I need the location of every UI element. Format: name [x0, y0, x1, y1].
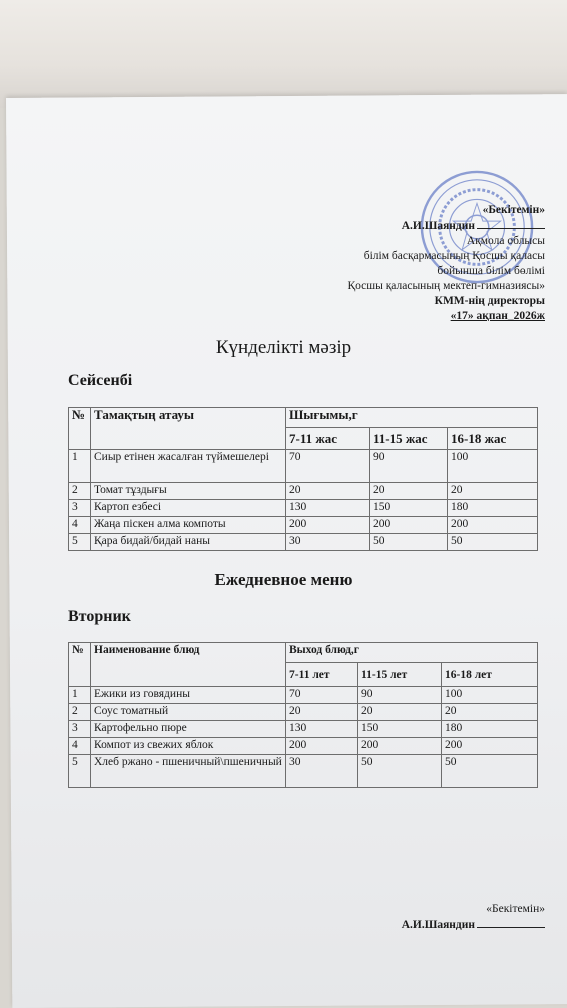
header-age-1: 7-11 жас: [286, 428, 370, 450]
row-value: 70: [286, 687, 358, 704]
row-num: 4: [69, 517, 91, 534]
row-num: 1: [69, 450, 91, 483]
row-value: 200: [448, 517, 538, 534]
row-value: 200: [286, 738, 358, 755]
signer-line: [402, 917, 545, 933]
row-value: 20: [358, 704, 442, 721]
row-dish: Қара бидай/бидай наны: [91, 534, 286, 551]
row-value: 90: [370, 450, 448, 483]
header-age-2: 11-15 лет: [358, 663, 442, 687]
header-num: №: [69, 643, 91, 687]
signer-line: [347, 218, 545, 234]
table-row: [69, 517, 538, 534]
table-row: [69, 483, 538, 500]
table-row: [69, 704, 538, 721]
signer-name: А.И.Шаяндин: [401, 220, 475, 232]
approval-date: «17» ақпан_2026ж: [450, 310, 545, 322]
row-dish: Жаңа піскен алма компоты: [91, 517, 286, 534]
table-row: [69, 755, 538, 788]
row-dish: Томат тұздығы: [91, 483, 286, 500]
signer-name: А.И.Шаяндин: [401, 919, 475, 931]
row-value: 50: [448, 534, 538, 551]
row-value: 200: [358, 738, 442, 755]
row-dish: Ежики из говядины: [91, 687, 286, 704]
header-age-2: 11-15 жас: [370, 428, 448, 450]
row-dish: Сиыр етінен жасалған түймешелері: [91, 450, 286, 483]
header-age-1: 7-11 лет: [286, 663, 358, 687]
row-dish: Картофельно пюре: [91, 721, 286, 738]
table-row: [69, 450, 538, 483]
ru-title: Ежедневное меню: [214, 570, 353, 589]
row-value: 70: [286, 450, 370, 483]
row-num: 2: [69, 704, 91, 721]
row-value: 100: [442, 687, 538, 704]
row-dish: Хлеб ржано - пшеничный\пшеничный: [91, 755, 286, 788]
header-yield: Выход блюд,г: [286, 643, 538, 663]
row-value: 200: [370, 517, 448, 534]
ru-day: Вторник: [68, 608, 131, 625]
row-dish: Компот из свежих яблок: [91, 738, 286, 755]
table-row: [69, 687, 538, 704]
row-num: 1: [69, 687, 91, 704]
org-line: Ақмола облысы: [466, 235, 545, 247]
table-surface: [0, 0, 567, 108]
org-line: бойынша білім бөлімі: [437, 265, 545, 277]
table-header-row: [69, 408, 538, 428]
row-value: 20: [448, 483, 538, 500]
row-num: 4: [69, 738, 91, 755]
row-value: 20: [286, 704, 358, 721]
table-row: [69, 534, 538, 551]
header-num: №: [69, 408, 91, 450]
row-value: 150: [370, 500, 448, 517]
kz-title: Күнделікті мәзір: [215, 337, 352, 358]
header-yield: Шығымы,г: [286, 408, 538, 428]
signature-line: [477, 218, 545, 229]
director-title: КММ-нің директоры: [434, 295, 545, 307]
row-num: 5: [69, 755, 91, 788]
row-value: 180: [442, 721, 538, 738]
row-value: 30: [286, 755, 358, 788]
header-dish: Тамақтың атауы: [91, 408, 286, 450]
row-value: 150: [358, 721, 442, 738]
row-value: 20: [286, 483, 370, 500]
row-value: 50: [370, 534, 448, 551]
row-num: 3: [69, 721, 91, 738]
kz-day: Сейсенбі: [68, 372, 133, 389]
table-header-row: [69, 643, 538, 663]
header-dish: Наименование блюд: [91, 643, 286, 687]
ru-menu-table: [68, 642, 538, 788]
table-row: [69, 738, 538, 755]
row-value: 30: [286, 534, 370, 551]
row-value: 50: [358, 755, 442, 788]
row-value: 130: [286, 500, 370, 517]
row-value: 200: [286, 517, 370, 534]
header-age-3: 16-18 лет: [442, 663, 538, 687]
org-line: білім басқармасының Қосшы қаласы: [363, 250, 545, 262]
row-value: 50: [442, 755, 538, 788]
row-value: 180: [448, 500, 538, 517]
approval-block-top: [347, 203, 545, 324]
approve-word: «Бекітемін»: [486, 903, 545, 915]
row-value: 200: [442, 738, 538, 755]
row-value: 100: [448, 450, 538, 483]
row-dish: Картоп езбесі: [91, 500, 286, 517]
approval-block-bottom: [402, 902, 545, 933]
row-value: 20: [370, 483, 448, 500]
kz-menu-table: [68, 407, 538, 551]
row-value: 130: [286, 721, 358, 738]
header-age-3: 16-18 жас: [448, 428, 538, 450]
signature-line: [477, 917, 545, 928]
table-row: [69, 721, 538, 738]
row-num: 3: [69, 500, 91, 517]
table-row: [69, 500, 538, 517]
row-dish: Соус томатный: [91, 704, 286, 721]
row-value: 20: [442, 704, 538, 721]
org-line: Қосшы қаласының мектеп-гимназиясы»: [347, 280, 545, 292]
row-num: 5: [69, 534, 91, 551]
approve-word: «Бекітемін»: [482, 204, 545, 216]
row-value: 90: [358, 687, 442, 704]
row-num: 2: [69, 483, 91, 500]
